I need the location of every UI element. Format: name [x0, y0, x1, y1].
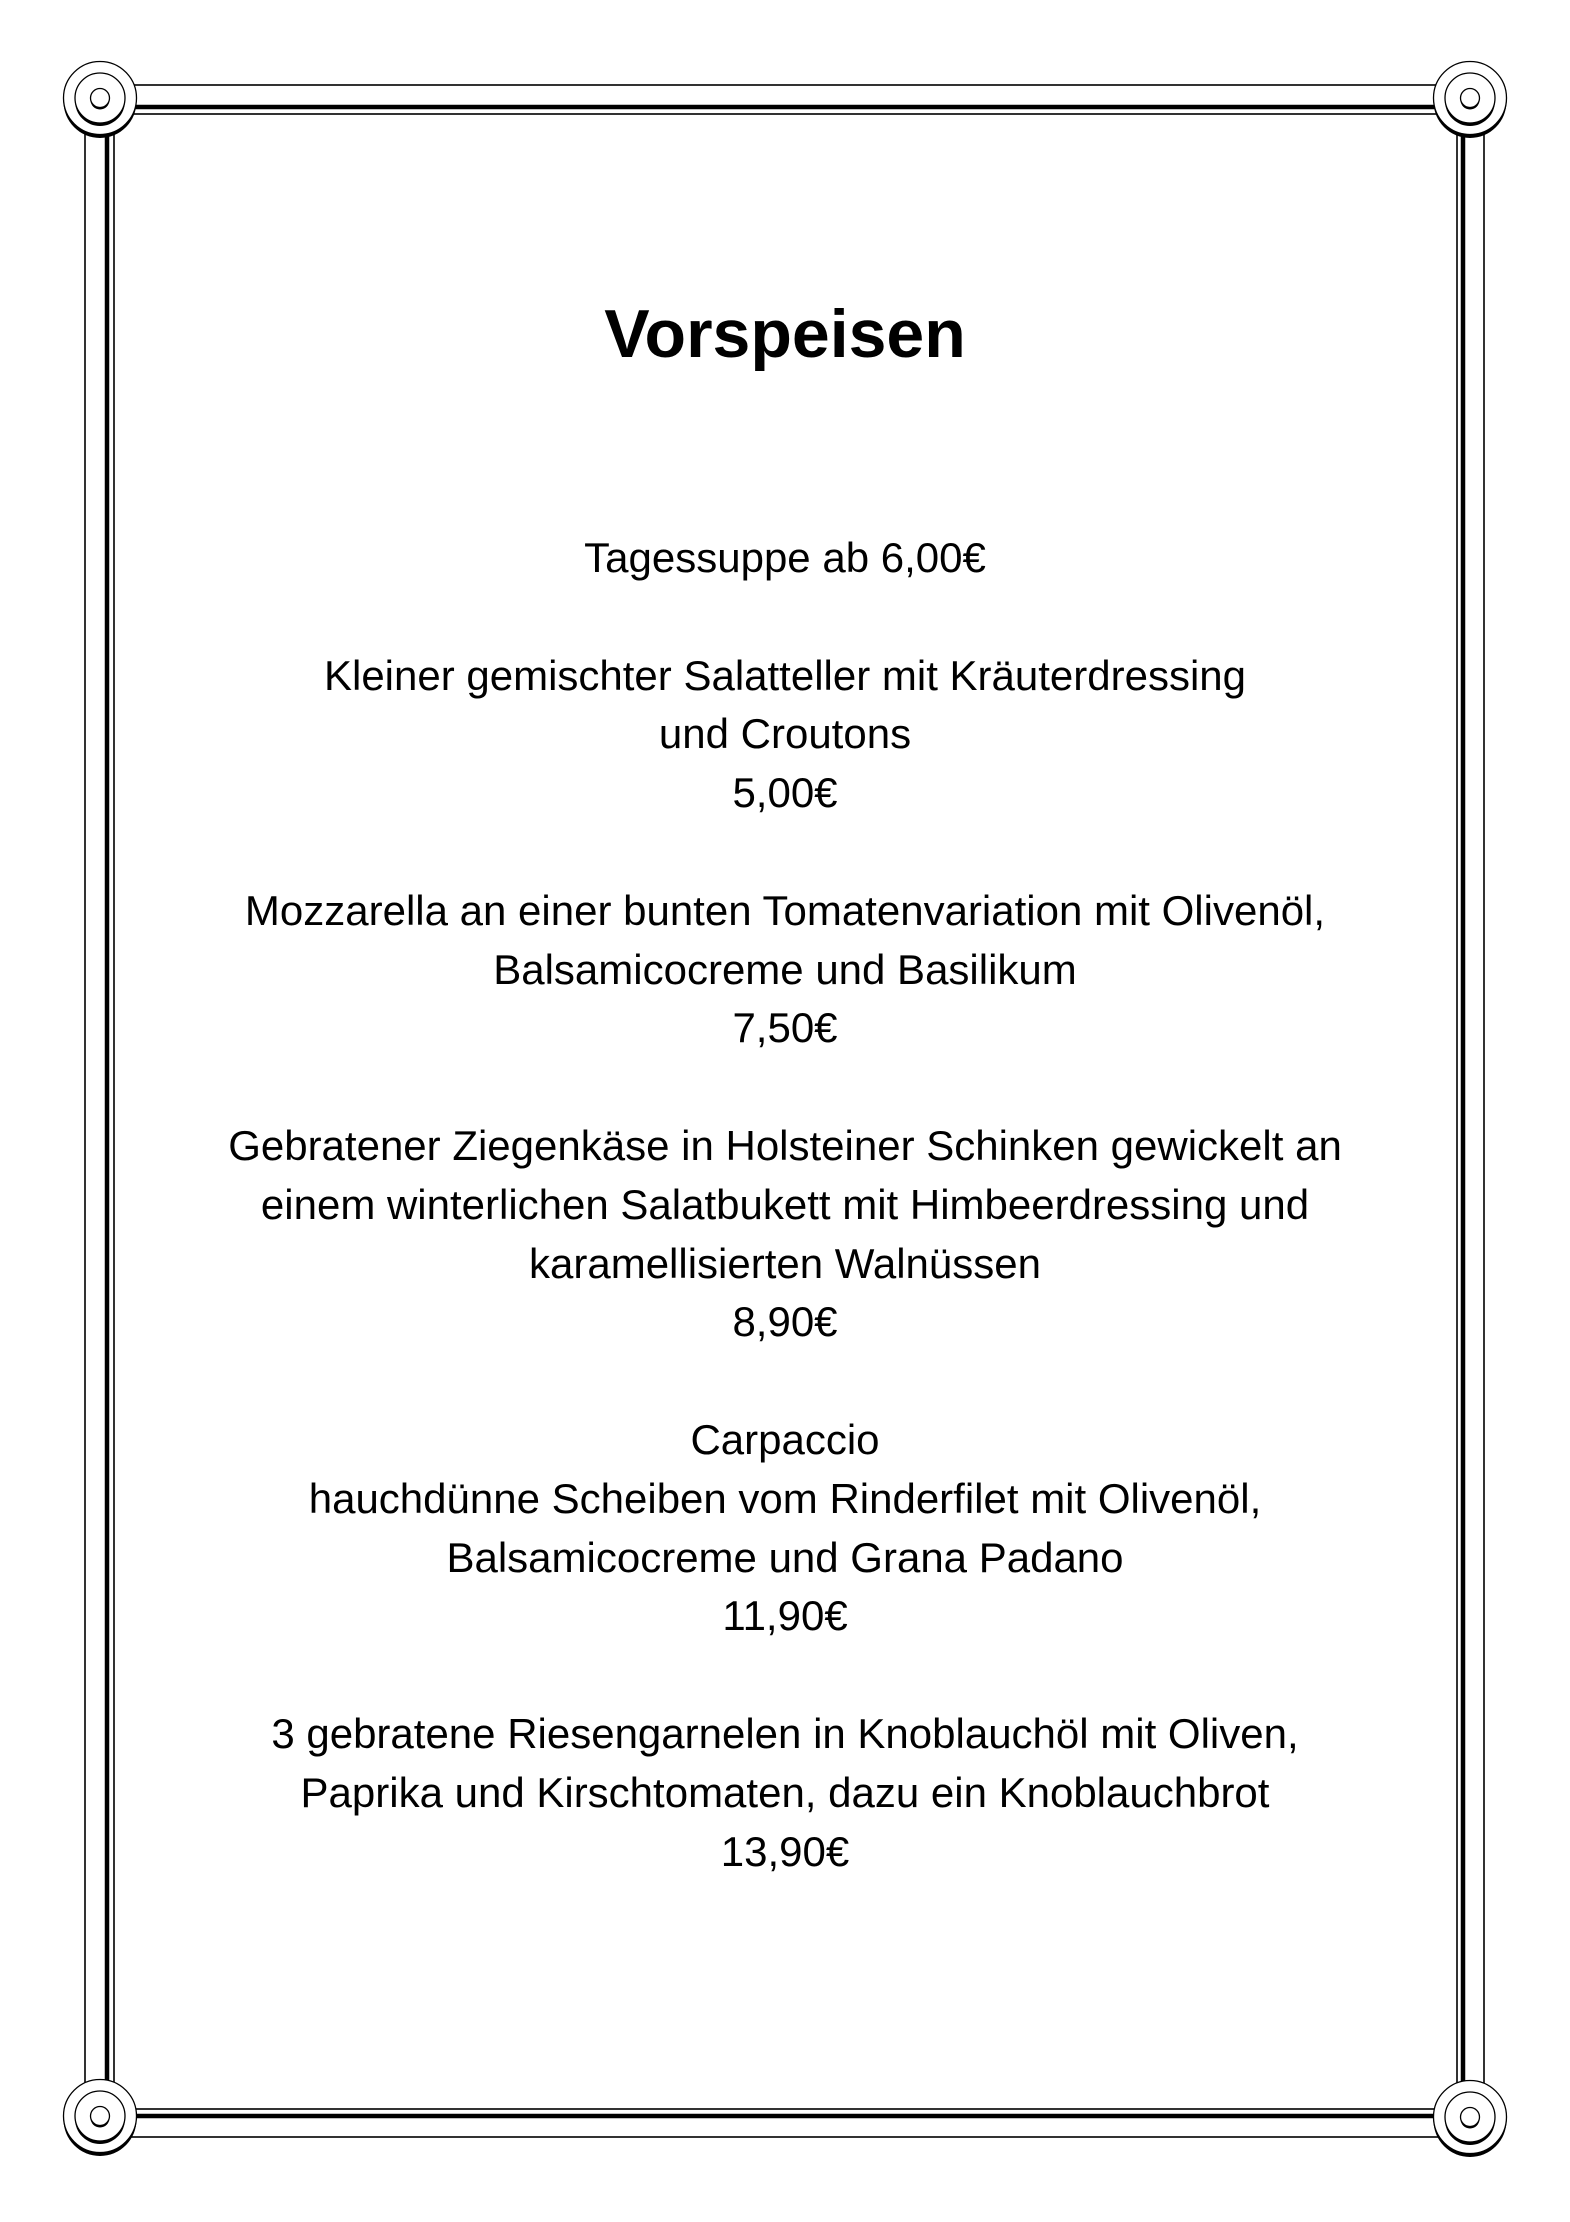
- menu-item-description: und Croutons: [658, 710, 912, 758]
- menu-item-ziegenkaese: [0, 1117, 1570, 1352]
- menu-list: [0, 529, 1570, 1940]
- menu-item-description: Mozzarella an einer bunten Tomatenvariation mit Olivenöl,: [244, 886, 1326, 934]
- menu-item-price: 11,90€: [722, 1592, 848, 1640]
- menu-item-salatteller: [0, 647, 1570, 823]
- menu-item-price: 5,00€: [732, 769, 838, 817]
- page-title: Vorspeisen: [604, 296, 966, 372]
- menu-item-name: Carpaccio: [690, 1415, 880, 1463]
- menu-item-description: 3 gebratene Riesengarnelen in Knoblauchöl mit Oliven,: [271, 1709, 1299, 1757]
- corner-ornament-icon: [64, 62, 137, 139]
- menu-item-description: Gebratener Ziegenkäse in Holsteiner Schinken gewickelt an: [228, 1121, 1342, 1169]
- menu-item-carpaccio: [0, 1411, 1570, 1646]
- menu-item-tagessuppe: [0, 529, 1570, 588]
- corner-ornament-icon: [1434, 62, 1507, 139]
- corner-ornament-icon: [64, 2080, 137, 2157]
- menu-item-description: Kleiner gemischter Salatteller mit Kräuterdressing: [323, 651, 1247, 699]
- menu-item-description: Balsamicocreme und Basilikum: [493, 945, 1077, 993]
- menu-item-description: einem winterlichen Salatbukett mit Himbeerdressing und: [260, 1180, 1310, 1228]
- menu-item-riesengarnelen: [0, 1705, 1570, 1881]
- corner-ornament-icon: [1434, 2081, 1507, 2158]
- menu-item-description: Tagessuppe ab 6,00€: [584, 534, 986, 581]
- menu-item-description: Paprika und Kirschtomaten, dazu ein Knoblauchbrot: [300, 1768, 1270, 1816]
- menu-item-mozzarella: [0, 882, 1570, 1058]
- menu-item-price: 8,90€: [732, 1298, 838, 1346]
- menu-item-price: 7,50€: [732, 1004, 838, 1052]
- menu-item-description: karamellisierten Walnüssen: [529, 1239, 1041, 1287]
- menu-item-description: hauchdünne Scheiben vom Rinderfilet mit Olivenöl,: [308, 1474, 1262, 1522]
- menu-item-price: 13,90€: [720, 1827, 850, 1875]
- menu-item-description: Balsamicocreme und Grana Padano: [446, 1533, 1124, 1581]
